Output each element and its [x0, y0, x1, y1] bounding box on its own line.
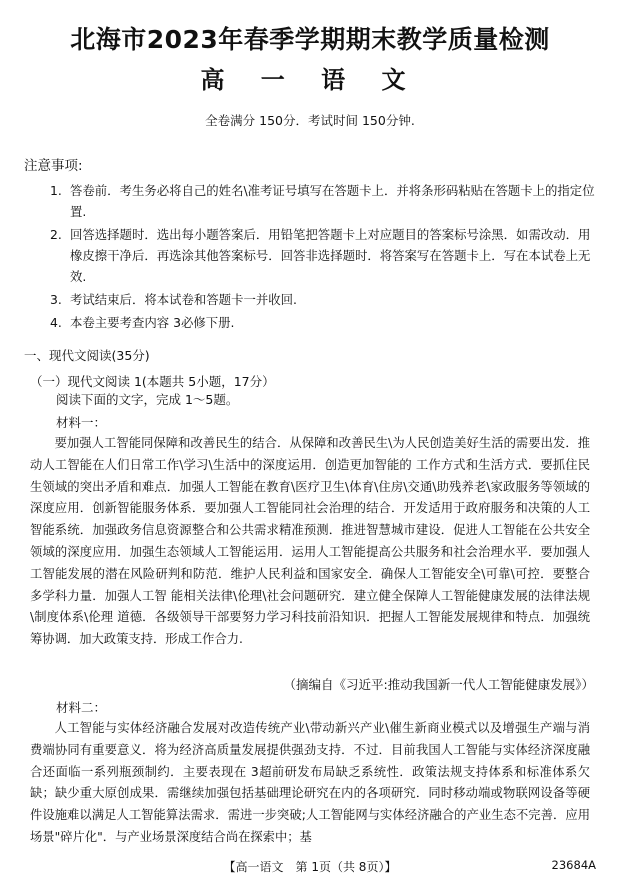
material-two-label: 材料二： — [56, 700, 107, 715]
notice-number: 3. — [50, 292, 62, 307]
exam-meta: 全卷满分 150分．考试时间 150分钟. — [205, 113, 415, 128]
notice-item — [50, 224, 598, 287]
part-heading: （一）现代文阅读 1(本题共 5小题，17分） — [30, 374, 275, 389]
notice-item — [50, 180, 598, 222]
section-heading: 一、现代文阅读(35分) — [24, 348, 150, 363]
material-two-text: 人工智能与实体经济融合发展对改造传统产业\带动新兴产业\催生新商业模式以及增强生产端与消费端协同有重要意义．将为经济高质量发展提供强劲支持．不过．目前我国人工智能与实体经济深度融合还面临一系列瓶颈制约．主要表现在 3超前研发布局缺乏系统性．政策法规支持体系和标准体系欠缺；缺少重大原创成果．需继续加强包括基础理论研究在内的各项研究．同时移动端或物联网设备等硬件设施难以满足人工智能算法需求．需进一步突破;人工智能网与实体经济融合的产业生态不完善．应用场景"碎片化"．与产业场景深度结合尚在探索中；基 — [30, 721, 590, 844]
notice-text: 回答选择题时．选出每小题答案后．用铅笔把答题卡上对应题目的答案标号涂黑．如需改动．用橡皮擦干净后．再选涂其他答案标号．回答非选择题时．将答案写在答题卡上．写在本试卷上无效. — [70, 227, 591, 284]
material-one-citation: （摘编自《习近平:推动我国新一代人工智能健康发展》） — [283, 677, 594, 692]
page-footer: 【高一语文 第 1页（共 8页）】 — [223, 860, 397, 874]
material-one-label: 材料一： — [56, 415, 107, 430]
exam-subject: 高 一 语 文 — [200, 66, 420, 94]
notice-text: 本卷主要考查内容 3必修下册. — [70, 315, 235, 330]
paper-code: 23684A — [551, 858, 596, 872]
notice-item — [50, 312, 598, 333]
notice-number: 2. — [50, 227, 62, 242]
notice-heading: 注意事项: — [24, 158, 83, 174]
notice-text: 答卷前．考生务必将自己的姓名\准考证号填写在答题卡上．并将条形码粘贴在答题卡上的指定位置. — [70, 183, 595, 219]
notice-list — [50, 180, 598, 335]
material-one-text: 要加强人工智能同保障和改善民生的结合．从保障和改善民生\为人民创造美好生活的需要出发．推动人工智能在人们日常工作\学习\生活中的深度运用．创造更加智能的 工作方式和生活方式．要抓住民生领域的突出矛盾和难点．加强人工智能在教育\医疗卫生\体育\住房\交通\助残养老\家政服务等领域的深度应用．创新智能服务体系．要加强人工智能同社会治理的结合．开发适用于政府服务和决策的人工智能系统．加强政务信息资源整合和公共需求精准预测．推进智慧城市建设．促进人工智能在公共安全领域的深度应用．加强生态领域人工智能运用．运用人工智能提高公共服务和社会治理水平．要加强人工智能发展的潜在风险研判和防范．维护人民利益和国家安全．确保人工智能安全\可靠\可控．要整合多学科力量．加强人工智 能相关法律\伦理\社会问题研究．建立健全保障人工智能健康发展的法律法规\制度体系\伦理 道德．各级领导干部要努力学习科技前沿知识．把握人工智能发展规律和特点．加强统筹协调．加大政策支持．形成工作合力. — [30, 436, 590, 647]
notice-text: 考试结束后．将本试卷和答题卡一并收回. — [70, 292, 297, 307]
reading-instruction: 阅读下面的文字，完成 1～5题。 — [56, 392, 239, 407]
notice-item — [50, 289, 598, 310]
exam-title: 北海市2023年春季学期期末教学质量检测 — [70, 25, 550, 54]
notice-number: 1. — [50, 183, 62, 198]
notice-number: 4. — [50, 315, 62, 330]
